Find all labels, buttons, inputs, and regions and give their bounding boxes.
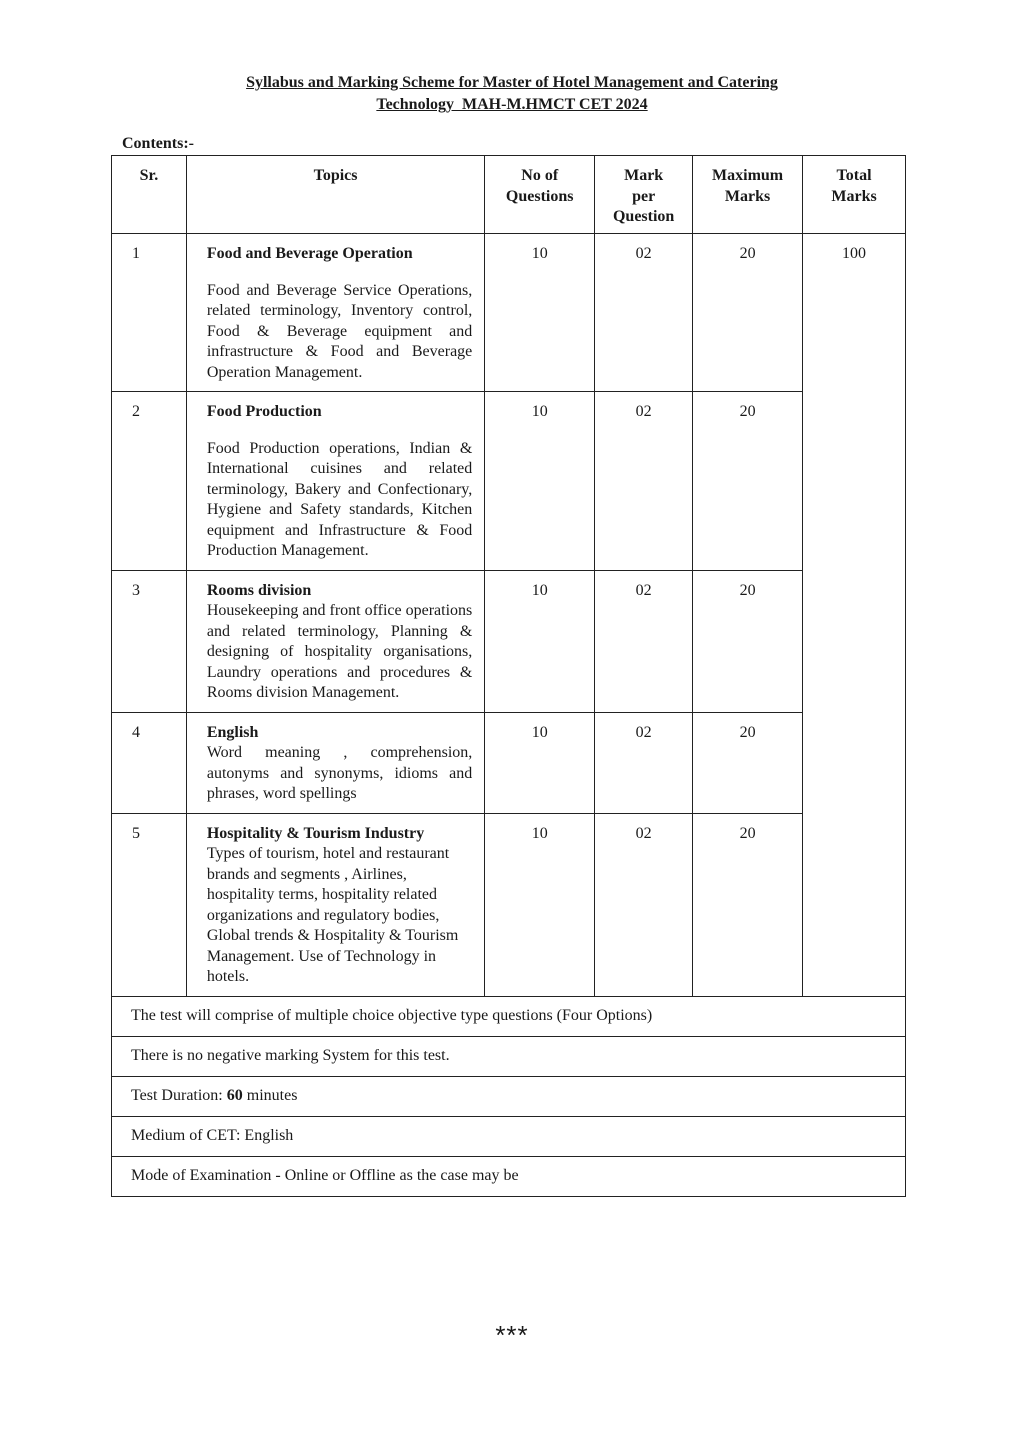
table-row <box>112 813 906 996</box>
note-duration <box>112 1076 906 1116</box>
header-maximum-marks: Maximum Marks <box>693 156 803 234</box>
mark-cell: 02 <box>595 570 693 712</box>
duration-unit: minutes <box>242 1086 298 1104</box>
table-row <box>112 234 906 392</box>
note-row-mode <box>112 1156 906 1196</box>
topic-title: Food and Beverage Operation <box>206 245 413 262</box>
sr-cell: 5 <box>112 813 187 996</box>
syllabus-table <box>111 155 906 1197</box>
topic-title: Food Production <box>206 403 322 420</box>
max-marks-cell: 20 <box>693 392 803 571</box>
questions-cell: 10 <box>485 570 595 712</box>
table-row <box>112 712 906 813</box>
table-row <box>112 570 906 712</box>
note-mcq: The test will comprise of multiple choice objective type questions (Four Options) <box>112 996 906 1036</box>
note-row-negative <box>112 1036 906 1076</box>
header-questions: No of Questions <box>485 156 595 234</box>
contents-label: Contents:- <box>122 135 194 152</box>
topic-title: Hospitality & Tourism Industry <box>206 824 425 842</box>
questions-cell: 10 <box>485 234 595 392</box>
topic-cell <box>186 570 484 712</box>
topic-title: English <box>206 723 259 741</box>
max-marks-cell: 20 <box>693 712 803 813</box>
sr-cell: 3 <box>112 570 187 712</box>
topic-cell <box>186 234 484 392</box>
total-marks-cell: 100 <box>803 234 906 997</box>
topic-description: Food and Beverage Service Operations, related terminology, Inventory control, Food & Beverage equipment and infrastructure & Food and Beverage Operation Management. <box>206 281 473 381</box>
sr-cell: 1 <box>112 234 187 392</box>
max-marks-cell: 20 <box>693 813 803 996</box>
questions-cell: 10 <box>485 813 595 996</box>
header-sr: Sr. <box>112 156 187 234</box>
questions-cell: 10 <box>485 712 595 813</box>
topic-description: Word meaning , comprehension, autonyms and synonyms, idioms and phrases, word spellings <box>206 744 473 802</box>
topic-cell <box>186 392 484 571</box>
sr-cell: 4 <box>112 712 187 813</box>
note-mode: Mode of Examination - Online or Offline as the case may be <box>112 1156 906 1196</box>
note-negative-marking: There is no negative marking System for this test. <box>112 1036 906 1076</box>
mark-cell: 02 <box>595 712 693 813</box>
topic-description: Housekeeping and front office operations and related terminology, Planning & designing of hospitality organisations, Laundry operations and procedures & Rooms division Management. <box>206 602 473 701</box>
questions-cell: 10 <box>485 392 595 571</box>
note-medium: Medium of CET: English <box>112 1116 906 1156</box>
mark-cell: 02 <box>595 813 693 996</box>
note-row-duration <box>112 1076 906 1116</box>
header-topics: Topics <box>186 156 484 234</box>
document-title <box>0 72 1024 116</box>
duration-value: 60 <box>226 1086 243 1104</box>
table-header-row <box>112 156 906 234</box>
note-row-mcq <box>112 996 906 1036</box>
topic-description: Food Production operations, Indian & International cuisines and related terminology, Bakery and Confectionary, Hygiene and Safety standards, Kitchen equipment and Infrastructure & Food Production Management. <box>206 439 473 559</box>
topic-cell <box>186 813 484 996</box>
max-marks-cell: 20 <box>693 234 803 392</box>
end-marker: *** <box>495 1320 529 1350</box>
title-line-2: Technology MAH-M.HMCT CET 2024 <box>376 96 648 113</box>
table-row <box>112 392 906 571</box>
title-line-1: Syllabus and Marking Scheme for Master of Hotel Management and Catering <box>246 74 778 91</box>
header-total-marks: Total Marks <box>803 156 906 234</box>
topic-title: Rooms division <box>206 581 312 599</box>
note-row-medium <box>112 1116 906 1156</box>
max-marks-cell: 20 <box>693 570 803 712</box>
header-mark-per-question: Mark per Question <box>595 156 693 234</box>
mark-cell: 02 <box>595 392 693 571</box>
mark-cell: 02 <box>595 234 693 392</box>
duration-label: Test Duration: <box>131 1086 227 1104</box>
sr-cell: 2 <box>112 392 187 571</box>
topic-description: Types of tourism, hotel and restaurant brands and segments , Airlines, hospitality terms, hospitality related organizations and regulatory bodies, Global trends & Hospitality & Tourism Management. Use of Technology in hotels. <box>206 845 459 985</box>
topic-cell <box>186 712 484 813</box>
